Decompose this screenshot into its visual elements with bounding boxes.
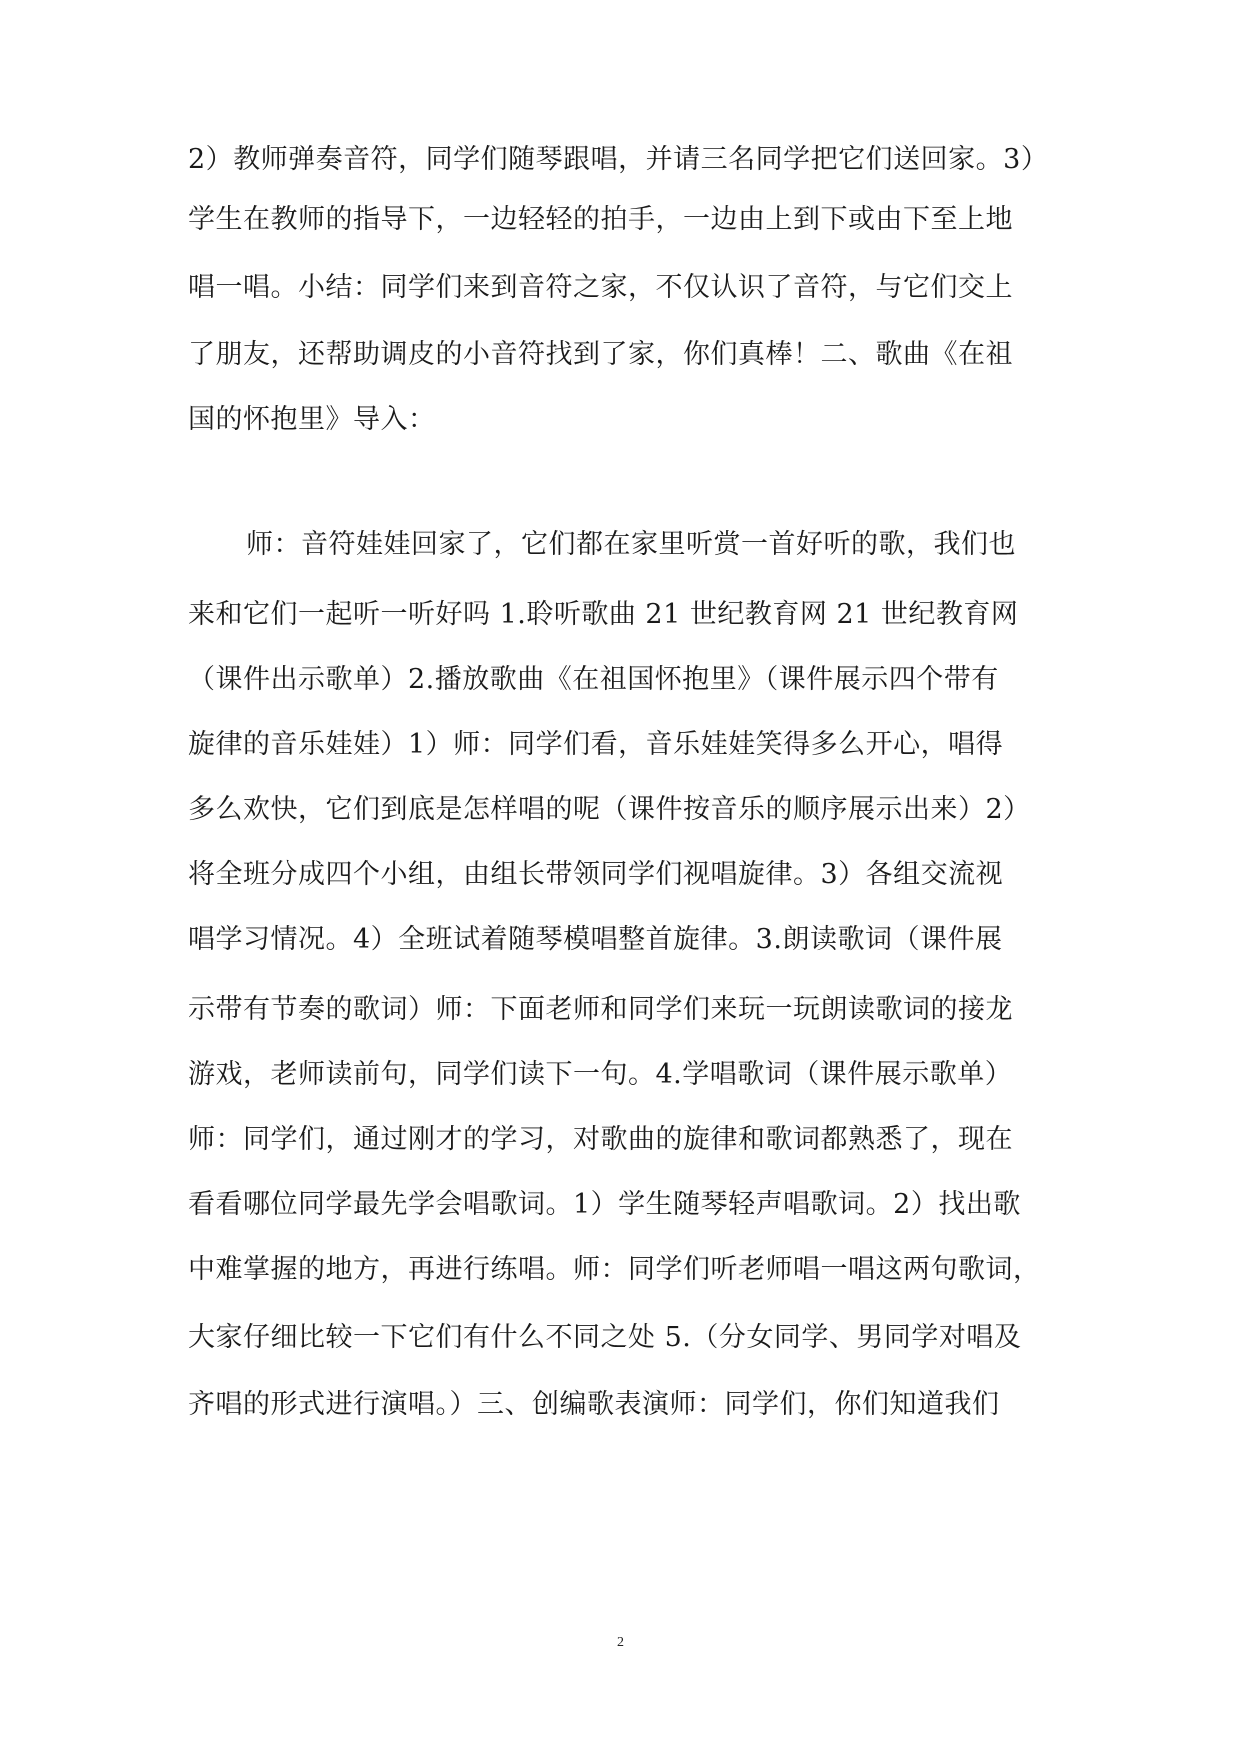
text-line: 齐唱的形式进行演唱。）三、创编歌表演师：同学们，你们知道我们 — [188, 1389, 1000, 1420]
text-line: 来和它们一起听一听好吗 1.聆听歌曲 21 世纪教育网 21 世纪教育网 — [188, 599, 1019, 630]
text-line-indented: 师：音符娃娃回家了，它们都在家里听赏一首好听的歌，我们也 — [246, 529, 1016, 560]
text-line: 师：同学们，通过刚才的学习，对歌曲的旋律和歌词都熟悉了，现在 — [188, 1124, 1013, 1155]
text-line: 示带有节奏的歌词）师：下面老师和同学们来玩一玩朗读歌词的接龙 — [188, 994, 1013, 1025]
text-line: 2）教师弹奏音符，同学们随琴跟唱，并请三名同学把它们送回家。3） — [188, 144, 1049, 175]
text-line: （课件出示歌单）2.播放歌曲《在祖国怀抱里》（课件展示四个带有 — [188, 664, 999, 695]
text-line: 看看哪位同学最先学会唱歌词。1）学生随琴轻声唱歌词。2）找出歌 — [188, 1189, 1021, 1220]
text-line: 唱学习情况。4）全班试着随琴模唱整首旋律。3.朗读歌词（课件展 — [188, 924, 1003, 955]
text-line: 国的怀抱里》导入： — [188, 404, 436, 435]
text-line: 多么欢快，它们到底是怎样唱的呢（课件按音乐的顺序展示出来）2） — [188, 794, 1031, 825]
page-number: 2 — [617, 1635, 624, 1650]
text-line: 将全班分成四个小组，由组长带领同学们视唱旋律。3）各组交流视 — [188, 859, 1004, 890]
text-line: 中难掌握的地方，再进行练唱。师：同学们听老师唱一唱这两句歌词， — [188, 1254, 1041, 1285]
text-line: 学生在教师的指导下，一边轻轻的拍手，一边由上到下或由下至上地 — [188, 204, 1013, 235]
text-line: 游戏，老师读前句，同学们读下一句。4.学唱歌词（课件展示歌单） — [188, 1059, 1013, 1090]
text-line: 大家仔细比较一下它们有什么不同之处 5.（分女同学、男同学对唱及 — [188, 1322, 1022, 1353]
text-line: 了朋友，还帮助调皮的小音符找到了家，你们真棒！二、歌曲《在祖 — [188, 339, 1013, 370]
text-line: 唱一唱。小结：同学们来到音符之家，不仅认识了音符，与它们交上 — [188, 272, 1013, 303]
text-line: 旋律的音乐娃娃）1）师：同学们看，音乐娃娃笑得多么开心，唱得 — [188, 729, 1004, 760]
